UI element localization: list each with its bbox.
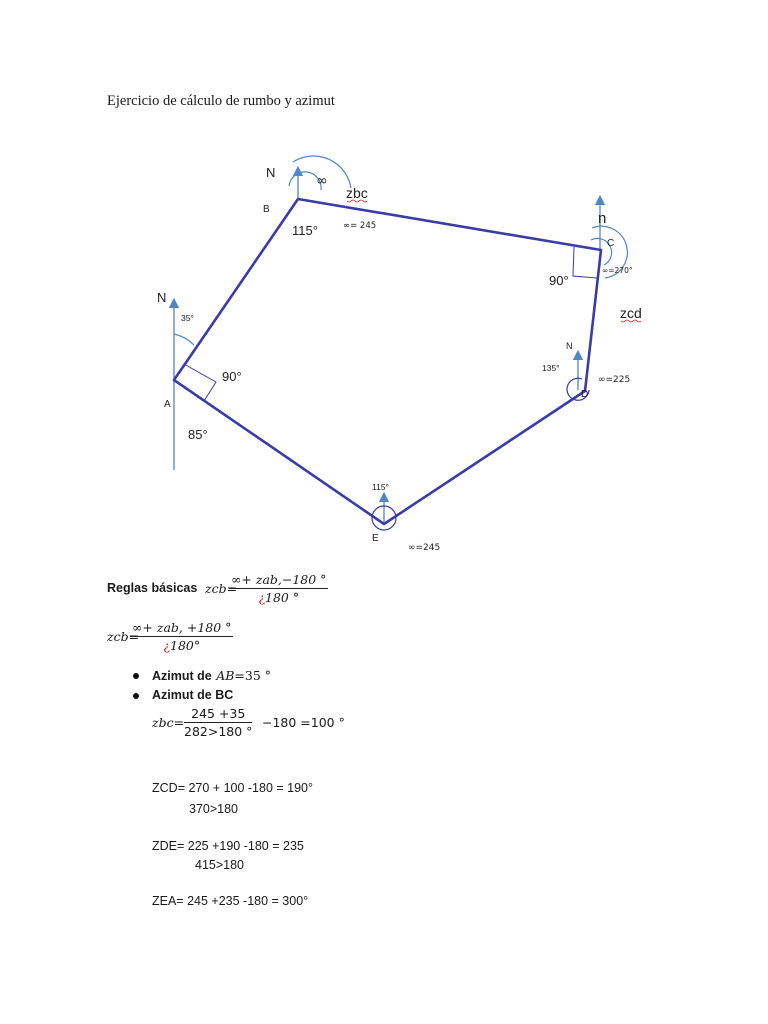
label-angle-b: 115° (292, 223, 318, 238)
right-angle-c (573, 247, 597, 278)
label-vertex-c: C (607, 238, 615, 249)
label-angle-85: 85° (188, 427, 208, 442)
bullet-ab-label: Azimut de (152, 669, 212, 683)
document-title: Ejercicio de cálculo de rumbo y azimut (107, 93, 335, 109)
eq1-lhs: zcb= (205, 581, 238, 596)
eq1-numerator: ∞+ zab,−180 ° (231, 572, 327, 587)
label-vertex-d: D (581, 389, 589, 400)
eq1-lhs-var: zcb (205, 581, 227, 596)
bullet-dot-2 (133, 693, 139, 699)
label-angle-e: 115° (372, 482, 389, 492)
label-n-d: N (566, 341, 573, 351)
eq1-den-q: ¿ (258, 590, 266, 605)
label-inf-245-bottom: ∞=245 (408, 543, 441, 553)
label-vertex-b: B (263, 204, 270, 215)
label-vertex-e: E (372, 533, 379, 544)
label-n-left: N (157, 290, 167, 305)
eq2-lhs: zcb= (107, 629, 140, 644)
label-infinity: ∞ (316, 173, 328, 189)
eq2-denominator: 180° (170, 638, 201, 653)
bullet-ab-value: =35 ° (234, 668, 272, 683)
eq1-denominator: 180 ° (265, 590, 300, 605)
zbc-denominator: 282>180 ° (184, 724, 253, 739)
calc-zcd-line1: ZCD= 270 + 100 -180 = 190° (152, 781, 314, 795)
calc-zcd-line2: 370>180 (189, 802, 239, 816)
label-vertex-a: A (164, 399, 171, 410)
label-angle-35: 35° (181, 313, 194, 323)
calc-zde-line1: ZDE= 225 +190 -180 = 235 (152, 839, 304, 853)
label-n-top: N (266, 165, 276, 180)
rules-label: Reglas básicas (107, 581, 198, 595)
label-inf-225: ∞=225 (598, 375, 631, 385)
label-angle-135: 135° (542, 363, 560, 373)
calc-zea-line1: ZEA= 245 +235 -180 = 300° (152, 894, 309, 908)
eq2-numerator: ∞+ zab, +180 ° (132, 620, 232, 635)
label-inf-270: ∞=270° (602, 266, 633, 275)
zbc-rest: −180 =100 ° (262, 715, 345, 730)
bullet-ab-math: AB (216, 668, 235, 683)
label-zbc: zbc (346, 185, 368, 201)
zbc-fraction (184, 706, 252, 739)
bullet-bc-label: Azimut de BC (152, 688, 234, 702)
eq2-den-q: ¿ (163, 638, 170, 653)
label-angle-c: 90° (549, 273, 569, 288)
label-zcd: zcd (620, 305, 642, 321)
bullet-dot-1 (133, 673, 139, 679)
zbc-numerator: 245 +35 (184, 706, 252, 723)
eq1-fraction (229, 572, 328, 605)
calc-zde-line2: 415>180 (195, 858, 245, 872)
zbc-lhs-var: zbc (152, 715, 174, 730)
label-angle-a-90: 90° (222, 369, 242, 384)
traverse-polygon (174, 199, 601, 524)
label-n-small-c: n (598, 210, 607, 227)
eq2-fraction (130, 620, 233, 653)
zbc-lhs: zbc= (152, 715, 185, 730)
eq2-lhs-var: zcb (107, 629, 129, 644)
right-angle-a (184, 364, 216, 401)
label-inf-245-top: ∞= 245 (343, 221, 377, 231)
arc-a (174, 334, 194, 345)
bullet-item-ab (152, 667, 271, 685)
